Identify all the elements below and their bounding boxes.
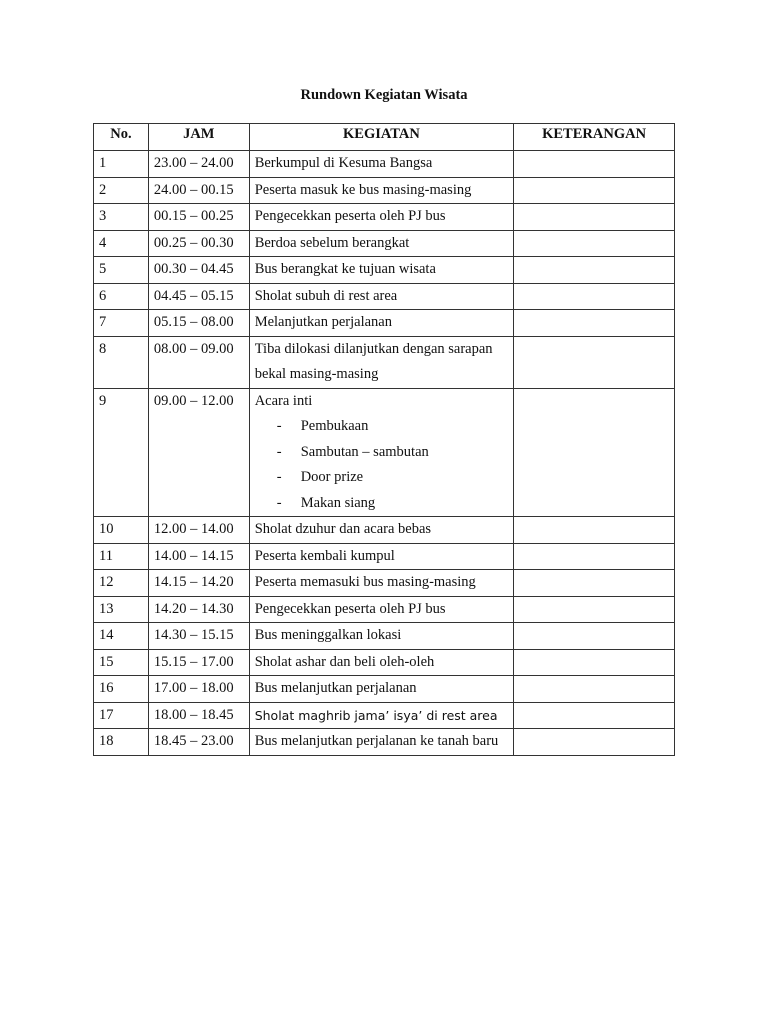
row-remarks (514, 230, 675, 257)
row-time: 14.20 – 14.30 (148, 596, 249, 623)
table-row (94, 729, 675, 756)
row-activity: Peserta masuk ke bus masing-masing (249, 177, 513, 204)
sublist-item-text: Makan siang (300, 494, 376, 511)
table-row (94, 388, 675, 517)
row-activity: Bus melanjutkan perjalanan (249, 676, 513, 703)
row-remarks (514, 310, 675, 337)
row-number: 5 (94, 257, 149, 284)
row-time: 18.45 – 23.00 (148, 729, 249, 756)
row-activity: Sholat subuh di rest area (249, 283, 513, 310)
activity-text: Acara inti (254, 392, 313, 409)
table-row (94, 702, 675, 729)
row-time: 18.00 – 18.45 (148, 702, 249, 729)
row-number: 7 (94, 310, 149, 337)
document-title: Rundown Kegiatan Wisata (300, 87, 468, 103)
row-activity: Berdoa sebelum berangkat (249, 230, 513, 257)
table-row (94, 177, 675, 204)
row-number: 13 (94, 596, 149, 623)
table-row (94, 204, 675, 231)
row-number: 18 (94, 729, 149, 756)
header-kegiatan: KEGIATAN (249, 124, 513, 151)
bullet-dash-icon: - (276, 418, 282, 434)
list-item (277, 465, 508, 491)
row-activity: Sholat dzuhur dan acara bebas (249, 517, 513, 544)
row-time: 09.00 – 12.00 (148, 388, 249, 517)
row-activity: Berkumpul di Kesuma Bangsa (249, 151, 513, 178)
table-row (94, 596, 675, 623)
row-time: 23.00 – 24.00 (148, 151, 249, 178)
row-time: 05.15 – 08.00 (148, 310, 249, 337)
row-activity: Bus melanjutkan perjalanan ke tanah baru (249, 729, 513, 756)
row-activity: Bus meninggalkan lokasi (249, 623, 513, 650)
row-time: 08.00 – 09.00 (148, 336, 249, 388)
table-row (94, 283, 675, 310)
row-remarks (514, 676, 675, 703)
row-remarks (514, 204, 675, 231)
row-time: 04.45 – 05.15 (148, 283, 249, 310)
table-row (94, 570, 675, 597)
row-number: 10 (94, 517, 149, 544)
sublist-item-text: Pembukaan (300, 418, 369, 434)
row-activity: Bus berangkat ke tujuan wisata (249, 257, 513, 284)
row-time: 14.00 – 14.15 (148, 543, 249, 570)
table-row (94, 517, 675, 544)
row-activity: Peserta kembali kumpul (249, 543, 513, 570)
table-row (94, 676, 675, 703)
row-number: 9 (94, 388, 149, 517)
row-number: 16 (94, 676, 149, 703)
row-number: 6 (94, 283, 149, 310)
header-no: No. (94, 124, 149, 151)
table-body (94, 151, 675, 756)
bullet-dash-icon: - (276, 469, 282, 485)
table-row (94, 310, 675, 337)
row-number: 17 (94, 702, 149, 729)
row-number: 12 (94, 570, 149, 597)
row-remarks (514, 596, 675, 623)
row-activity (249, 388, 513, 517)
row-number: 15 (94, 649, 149, 676)
row-remarks (514, 702, 675, 729)
row-activity: Melanjutkan perjalanan (249, 310, 513, 337)
row-remarks (514, 177, 675, 204)
header-jam: JAM (148, 124, 249, 151)
sublist-item-text: Sambutan – sambutan (300, 443, 429, 460)
row-time: 00.25 – 00.30 (148, 230, 249, 257)
row-remarks (514, 283, 675, 310)
row-remarks (514, 543, 675, 570)
row-time: 00.15 – 00.25 (148, 204, 249, 231)
sublist-item-text: Door prize (300, 469, 364, 485)
header-row (94, 124, 675, 151)
row-number: 1 (94, 151, 149, 178)
row-number: 14 (94, 623, 149, 650)
list-item (277, 414, 508, 440)
activity-sublist (255, 414, 508, 516)
row-activity: Tiba dilokasi dilanjutkan dengan sarapan bekal masing-masing (249, 336, 513, 388)
table-header (94, 124, 675, 151)
row-remarks (514, 388, 675, 517)
row-remarks (514, 151, 675, 178)
row-activity: Pengecekkan peserta oleh PJ bus (249, 596, 513, 623)
table-row (94, 230, 675, 257)
row-time: 24.00 – 00.15 (148, 177, 249, 204)
row-number: 8 (94, 336, 149, 388)
bullet-dash-icon: - (276, 494, 282, 511)
table-row (94, 151, 675, 178)
row-remarks (514, 570, 675, 597)
header-keterangan: KETERANGAN (514, 124, 675, 151)
row-number: 2 (94, 177, 149, 204)
table-row (94, 336, 675, 388)
row-activity: Sholat ashar dan beli oleh-oleh (249, 649, 513, 676)
row-time: 15.15 – 17.00 (148, 649, 249, 676)
row-time: 00.30 – 04.45 (148, 257, 249, 284)
row-remarks (514, 517, 675, 544)
row-number: 3 (94, 204, 149, 231)
row-time: 17.00 – 18.00 (148, 676, 249, 703)
row-remarks (514, 336, 675, 388)
table-row (94, 257, 675, 284)
row-activity: Sholat maghrib jama’ isya’ di rest area (249, 702, 513, 729)
row-activity: Peserta memasuki bus masing-masing (249, 570, 513, 597)
rundown-table (93, 123, 675, 756)
row-time: 14.15 – 14.20 (148, 570, 249, 597)
row-remarks (514, 729, 675, 756)
row-remarks (514, 649, 675, 676)
table-row (94, 543, 675, 570)
row-number: 11 (94, 543, 149, 570)
table-row (94, 649, 675, 676)
list-item (277, 440, 508, 466)
bullet-dash-icon: - (276, 443, 282, 460)
row-activity: Pengecekkan peserta oleh PJ bus (249, 204, 513, 231)
table-row (94, 623, 675, 650)
row-time: 12.00 – 14.00 (148, 517, 249, 544)
row-remarks (514, 623, 675, 650)
list-item (277, 491, 508, 517)
row-number: 4 (94, 230, 149, 257)
row-remarks (514, 257, 675, 284)
row-time: 14.30 – 15.15 (148, 623, 249, 650)
